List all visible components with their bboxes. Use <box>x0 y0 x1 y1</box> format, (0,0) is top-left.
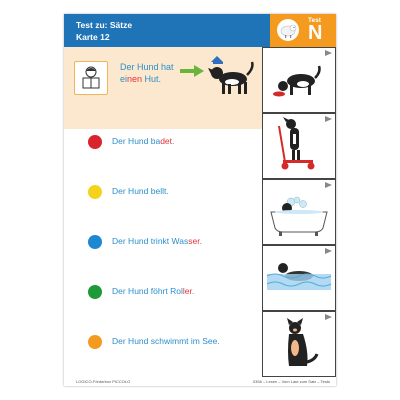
dog-with-hat-icon <box>206 50 258 100</box>
test-badge <box>270 14 336 47</box>
answer-dot-orange[interactable] <box>88 335 102 349</box>
header-title: Test zu: Sätze <box>76 20 133 30</box>
answer-text-4: Der Hund föhrt Roller. <box>112 286 195 296</box>
prompt-sentence <box>120 61 174 85</box>
footer-left: LOGICO-Förderbox PICCOLO <box>76 379 131 384</box>
prompt-syllable-2: nen <box>127 74 143 84</box>
sheep-logo-icon <box>277 19 299 41</box>
flag-icon <box>325 182 332 188</box>
flag-icon <box>325 314 332 320</box>
card-footer <box>64 378 336 386</box>
picture-bathtub-dog <box>262 179 336 245</box>
prompt-strip <box>64 47 262 129</box>
prompt-line-1: Der Hund hat <box>120 62 174 72</box>
answer-text-1: Der Hund badet. <box>112 136 175 146</box>
flag-icon <box>325 248 332 254</box>
answer-text-3: Der Hund trinkt Wasser. <box>112 236 202 246</box>
badge-label: Test <box>308 17 321 24</box>
footer-right: 0356 – Lesen – Vom Laut zum Satz – Tests <box>252 379 330 384</box>
answer-dot-yellow[interactable] <box>88 185 102 199</box>
flag-icon <box>325 50 332 56</box>
picture-column <box>262 47 336 378</box>
test-card <box>64 14 336 386</box>
card-header <box>64 14 270 47</box>
reading-child-icon <box>74 61 108 95</box>
picture-scooter-dog <box>262 113 336 179</box>
flag-icon <box>325 116 332 122</box>
answer-dot-blue[interactable] <box>88 235 102 249</box>
arrow-right-icon <box>180 65 204 77</box>
answer-dot-red[interactable] <box>88 135 102 149</box>
picture-swimming-dog <box>262 245 336 311</box>
prompt-line-2 <box>120 73 174 85</box>
answer-text-2: Der Hund bellt. <box>112 186 169 196</box>
header-subtitle: Karte 12 <box>76 32 110 42</box>
prompt-syllable-1: ei <box>120 74 128 84</box>
badge-letter: N <box>308 22 323 44</box>
picture-sitting-dog <box>262 311 336 377</box>
picture-drinking-dog <box>262 47 336 113</box>
answer-text-5: Der Hund schwimmt im See. <box>112 336 220 346</box>
answer-dot-green[interactable] <box>88 285 102 299</box>
prompt-syllable-3: Hut. <box>142 74 162 84</box>
